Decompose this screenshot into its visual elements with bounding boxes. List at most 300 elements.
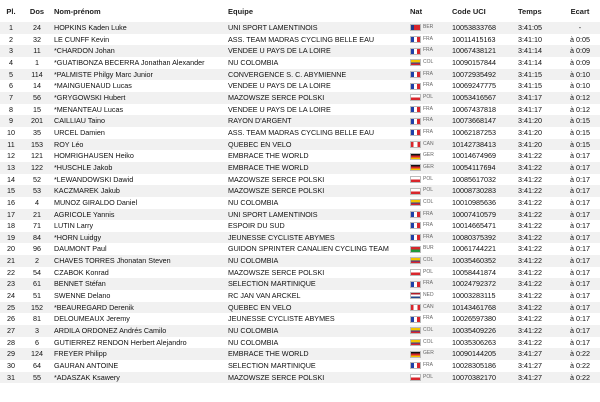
- cell-gap: à 0:17: [570, 162, 590, 172]
- cell-time: 3:41:17: [518, 104, 542, 114]
- cell-nationality: [410, 80, 448, 92]
- cell-rider-name: DELOUMEAUX Jeremy: [54, 314, 130, 324]
- table-row[interactable]: [0, 34, 600, 46]
- cell-bib: 14: [33, 81, 41, 91]
- cell-gap: à 0:17: [570, 244, 590, 254]
- cell-place: 27: [7, 326, 15, 336]
- cell-bib: 51: [33, 291, 41, 301]
- cell-time: 3:41:05: [518, 23, 542, 32]
- flag-icon: [410, 327, 421, 334]
- cell-uci-code: 10058441874: [452, 267, 496, 277]
- cell-rider-name: *ADASZAK Ksawery: [54, 372, 120, 382]
- flag-icon: [410, 362, 421, 369]
- cell-rider-name: GUTIERREZ RENDON Herbert Alejandro: [54, 337, 187, 347]
- cell-bib: 52: [33, 174, 41, 184]
- nation-code: FRA: [423, 35, 433, 42]
- cell-bib: 35: [33, 127, 41, 137]
- col-header-name[interactable]: Nom-prénom: [54, 6, 101, 16]
- cell-team: VENDEE U PAYS DE LA LOIRE: [228, 104, 331, 114]
- cell-nationality: [410, 337, 448, 349]
- cell-bib: 4: [35, 197, 39, 207]
- table-row[interactable]: [0, 209, 600, 221]
- nation-code: CAN: [423, 140, 434, 147]
- flag-icon: [410, 83, 421, 90]
- cell-nationality: [410, 267, 448, 279]
- cell-gap: à 0:09: [570, 57, 590, 67]
- cell-rider-name: CAILLIAU Taino: [54, 116, 106, 126]
- cell-uci-code: 10142738413: [452, 139, 496, 149]
- col-header-team[interactable]: Equipe: [228, 6, 254, 16]
- cell-rider-name: *PALMISTE Philgy Marc Junior: [54, 69, 153, 79]
- cell-gap: à 0:10: [570, 81, 590, 91]
- cell-time: 3:41:22: [518, 186, 542, 196]
- cell-uci-code: 10070382170: [452, 372, 496, 382]
- cell-nationality: [410, 313, 448, 325]
- cell-gap: -: [578, 23, 582, 32]
- cell-uci-code: 10069247775: [452, 81, 496, 91]
- cell-place: 9: [9, 116, 13, 126]
- flag-icon: [410, 71, 421, 78]
- cell-team: CONVERGENCE S. C. ABYMIENNE: [228, 69, 347, 79]
- cell-team: NU COLOMBIA: [228, 197, 279, 207]
- cell-team: EMBRACE THE WORLD: [228, 349, 309, 359]
- cell-bib: 71: [33, 221, 41, 231]
- table-row[interactable]: [0, 232, 600, 244]
- cell-rider-name: FREYER Philipp: [54, 349, 107, 359]
- cell-gap: à 0:22: [570, 372, 590, 382]
- cell-nationality: [410, 104, 448, 116]
- cell-rider-name: CZABOK Konrad: [54, 267, 109, 277]
- cell-gap: à 0:15: [570, 127, 590, 137]
- cell-place: 2: [9, 34, 13, 44]
- cell-nationality: [410, 45, 448, 57]
- table-row[interactable]: [0, 162, 600, 174]
- nation-code: GER: [423, 163, 434, 170]
- cell-time: 3:41:22: [518, 244, 542, 254]
- cell-team: MAZOWSZE SERCE POLSKI: [228, 92, 325, 102]
- col-header-time[interactable]: Temps: [518, 6, 542, 16]
- table-row[interactable]: [0, 290, 600, 302]
- cell-bib: 11: [33, 46, 41, 56]
- cell-time: 3:41:22: [518, 174, 542, 184]
- cell-nationality: [410, 127, 448, 139]
- nation-code: BER: [423, 24, 434, 30]
- table-row[interactable]: [0, 104, 600, 116]
- table-row[interactable]: [0, 174, 600, 186]
- cell-gap: à 0:17: [570, 221, 590, 231]
- nation-code: GER: [423, 350, 434, 357]
- cell-rider-name: *GRYGOWSKI Hubert: [54, 92, 126, 102]
- cell-time: 3:41:17: [518, 92, 542, 102]
- cell-nationality: [410, 174, 448, 186]
- cell-time: 3:41:22: [518, 302, 542, 312]
- cell-bib: 56: [33, 92, 41, 102]
- cell-bib: 61: [33, 279, 41, 289]
- table-row[interactable]: [0, 243, 600, 255]
- cell-bib: 121: [31, 151, 43, 161]
- cell-uci-code: 10054117694: [452, 162, 496, 172]
- cell-team: VENDEE U PAYS DE LA LOIRE: [228, 46, 331, 56]
- cell-time: 3:41:10: [518, 34, 542, 44]
- cell-place: 17: [7, 209, 15, 219]
- cell-nationality: [410, 92, 448, 104]
- flag-icon: [410, 257, 421, 264]
- cell-rider-name: *HORN Luidgy: [54, 232, 102, 242]
- cell-bib: 6: [35, 337, 39, 347]
- flag-icon: [410, 234, 421, 241]
- cell-gap: à 0:17: [570, 314, 590, 324]
- cell-gap: à 0:17: [570, 291, 590, 301]
- cell-gap: à 0:05: [570, 34, 590, 44]
- cell-gap: à 0:17: [570, 267, 590, 277]
- cell-bib: 32: [33, 34, 41, 44]
- flag-icon: [410, 222, 421, 229]
- cell-uci-code: 10010985636: [452, 197, 496, 207]
- nation-code: COL: [423, 327, 434, 334]
- cell-team: NU COLOMBIA: [228, 326, 279, 336]
- results-body: [0, 22, 600, 383]
- cell-rider-name: *MAINGUENAUD Lucas: [54, 81, 132, 91]
- cell-team: ASS. TEAM MADRAS CYCLING BELLE EAU: [228, 127, 375, 137]
- nation-code: FRA: [423, 280, 433, 287]
- cell-place: 20: [7, 244, 15, 254]
- cell-nationality: [410, 57, 448, 69]
- table-row[interactable]: [0, 337, 600, 349]
- table-row[interactable]: [0, 80, 600, 92]
- cell-bib: 152: [31, 302, 43, 312]
- cell-rider-name: HOMRIGHAUSEN Heiko: [54, 151, 134, 161]
- cell-place: 1: [9, 23, 13, 32]
- cell-bib: 64: [33, 361, 41, 371]
- cell-place: 15: [7, 186, 15, 196]
- flag-icon: [410, 164, 421, 171]
- cell-nationality: [410, 69, 448, 81]
- cell-place: 18: [7, 221, 15, 231]
- table-header-row: [0, 0, 600, 22]
- cell-place: 24: [7, 291, 15, 301]
- cell-time: 3:41:15: [518, 69, 542, 79]
- cell-place: 19: [7, 232, 15, 242]
- flag-icon: [410, 211, 421, 218]
- cell-rider-name: ROY Léo: [54, 139, 84, 149]
- cell-team: QUEBEC EN VELO: [228, 139, 292, 149]
- cell-place: 11: [7, 139, 15, 149]
- cell-place: 25: [7, 302, 15, 312]
- cell-nationality: [410, 348, 448, 360]
- cell-uci-code: 10011415163: [452, 34, 496, 44]
- cell-place: 6: [9, 81, 13, 91]
- cell-uci-code: 10072935492: [452, 69, 496, 79]
- cell-rider-name: SWENNE Delano: [54, 291, 111, 301]
- cell-gap: à 0:17: [570, 337, 590, 347]
- cell-team: GUIDON SPRINTER CANALIEN CYCLING TEAM: [228, 244, 389, 254]
- cell-uci-code: 10067438121: [452, 46, 496, 56]
- nation-code: COL: [423, 257, 434, 264]
- cell-nationality: [410, 278, 448, 290]
- cell-time: 3:41:22: [518, 256, 542, 266]
- nation-code: POL: [423, 93, 434, 100]
- nation-code: POL: [423, 187, 434, 194]
- nation-code: CAN: [423, 303, 434, 310]
- cell-bib: 55: [33, 372, 41, 382]
- nation-code: POL: [423, 268, 434, 275]
- cell-team: RAYON D'ARGENT: [228, 116, 292, 126]
- cell-rider-name: HOPKINS Kaden Luke: [54, 23, 127, 32]
- cell-uci-code: 10014674969: [452, 151, 496, 161]
- cell-gap: à 0:17: [570, 256, 590, 266]
- cell-uci-code: 10008730283: [452, 186, 496, 196]
- cell-time: 3:41:14: [518, 46, 542, 56]
- cell-uci-code: 10090144205: [452, 349, 496, 359]
- cell-bib: 96: [33, 244, 41, 254]
- nation-code: FRA: [423, 47, 433, 54]
- cell-team: ASS. TEAM MADRAS CYCLING BELLE EAU: [228, 34, 375, 44]
- cell-gap: à 0:22: [570, 361, 590, 371]
- flag-icon: [410, 141, 421, 148]
- nation-code: FRA: [423, 82, 433, 89]
- cell-place: 13: [7, 162, 15, 172]
- cell-place: 23: [7, 279, 15, 289]
- table-row[interactable]: [0, 69, 600, 81]
- cell-team: EMBRACE THE WORLD: [228, 162, 309, 172]
- flag-icon: [410, 269, 421, 276]
- flag-icon: [410, 36, 421, 43]
- flag-icon: [410, 176, 421, 183]
- table-row[interactable]: [0, 255, 600, 267]
- flag-icon: [410, 281, 421, 288]
- cell-rider-name: URCEL Damien: [54, 127, 105, 137]
- cell-team: RC JAN VAN ARCKEL: [228, 291, 301, 301]
- cell-gap: à 0:17: [570, 326, 590, 336]
- cell-rider-name: AGRICOLE Yannis: [54, 209, 115, 219]
- cell-gap: à 0:17: [570, 186, 590, 196]
- cell-bib: 84: [33, 232, 41, 242]
- nation-code: POL: [423, 175, 434, 182]
- cell-place: 16: [7, 197, 15, 207]
- cell-gap: à 0:12: [570, 104, 590, 114]
- cell-rider-name: CHAVES TORRES Jhonatan Steven: [54, 256, 171, 266]
- cell-time: 3:41:22: [518, 162, 542, 172]
- cell-time: 3:41:22: [518, 197, 542, 207]
- cell-time: 3:41:22: [518, 151, 542, 161]
- nation-code: FRA: [423, 70, 433, 77]
- table-row[interactable]: [0, 220, 600, 232]
- cell-nationality: [410, 22, 448, 34]
- cell-nationality: [410, 34, 448, 46]
- cell-place: 5: [9, 69, 13, 79]
- flag-icon: [410, 292, 421, 299]
- nation-code: FRA: [423, 315, 433, 322]
- cell-uci-code: 10007410579: [452, 209, 496, 219]
- nation-code: FRA: [423, 222, 433, 229]
- flag-icon: [410, 199, 421, 206]
- cell-bib: 24: [33, 23, 41, 32]
- table-row[interactable]: [0, 139, 600, 151]
- flag-icon: [410, 351, 421, 358]
- cell-rider-name: *BEAUREGARD Derenik: [54, 302, 134, 312]
- table-row[interactable]: [0, 348, 600, 360]
- cell-place: 12: [7, 151, 15, 161]
- cell-place: 14: [7, 174, 15, 184]
- cell-bib: 15: [33, 104, 41, 114]
- cell-uci-code: 10035409226: [452, 326, 496, 336]
- nation-code: COL: [423, 198, 434, 205]
- col-header-nat[interactable]: Nat: [410, 6, 423, 16]
- cell-bib: 81: [33, 314, 41, 324]
- cell-time: 3:41:22: [518, 314, 542, 324]
- cell-rider-name: DAUMONT Paul: [54, 244, 107, 254]
- table-row[interactable]: [0, 197, 600, 209]
- cell-uci-code: 10035306263: [452, 337, 496, 347]
- cell-rider-name: LE CUNFF Kevin: [54, 34, 110, 44]
- cell-nationality: [410, 197, 448, 209]
- cell-uci-code: 10053416567: [452, 92, 496, 102]
- cell-place: 3: [9, 46, 13, 56]
- cell-team: NU COLOMBIA: [228, 57, 279, 67]
- flag-icon: [410, 59, 421, 66]
- cell-nationality: [410, 139, 448, 151]
- cell-team: EMBRACE THE WORLD: [228, 151, 309, 161]
- col-header-uci[interactable]: Code UCI: [452, 6, 486, 16]
- cell-time: 3:41:22: [518, 291, 542, 301]
- cell-rider-name: MUNOZ GIRALDO Daniel: [54, 197, 138, 207]
- cell-gap: à 0:12: [570, 92, 590, 102]
- cell-bib: 122: [31, 162, 43, 172]
- cell-bib: 1: [35, 57, 39, 67]
- cell-rider-name: *CHARDON Johan: [54, 46, 115, 56]
- cell-nationality: [410, 162, 448, 174]
- cell-gap: à 0:22: [570, 349, 590, 359]
- table-row[interactable]: [0, 22, 600, 34]
- cell-team: SELECTION MARTINIQUE: [228, 361, 316, 371]
- cell-nationality: [410, 150, 448, 162]
- table-row[interactable]: [0, 267, 600, 279]
- table-row[interactable]: [0, 115, 600, 127]
- table-row[interactable]: [0, 302, 600, 314]
- cell-place: 21: [7, 256, 15, 266]
- nation-code: GER: [423, 152, 434, 159]
- cell-rider-name: *MENANTEAU Lucas: [54, 104, 124, 114]
- cell-place: 30: [7, 361, 15, 371]
- col-header-pl[interactable]: Pl.: [6, 6, 16, 16]
- cell-nationality: [410, 255, 448, 267]
- cell-team: UNI SPORT LAMENTINOIS: [228, 23, 318, 32]
- nation-code: POL: [423, 373, 434, 380]
- cell-bib: 54: [33, 267, 41, 277]
- cell-uci-code: 10035460352: [452, 256, 496, 266]
- cell-team: NU COLOMBIA: [228, 256, 279, 266]
- cell-team: MAZOWSZE SERCE POLSKI: [228, 372, 325, 382]
- cell-bib: 124: [31, 349, 43, 359]
- cell-rider-name: *GUATIBONZA BECERRA Jonathan Alexander: [54, 57, 205, 67]
- cell-nationality: [410, 185, 448, 197]
- cell-team: UNI SPORT LAMENTINOIS: [228, 209, 318, 219]
- cell-bib: 53: [33, 186, 41, 196]
- nation-code: FRA: [423, 117, 433, 124]
- table-row[interactable]: [0, 92, 600, 104]
- cell-uci-code: 10062187253: [452, 127, 496, 137]
- cell-nationality: [410, 302, 448, 314]
- table-row[interactable]: [0, 313, 600, 325]
- cell-time: 3:41:22: [518, 232, 542, 242]
- cell-gap: à 0:15: [570, 116, 590, 126]
- table-row[interactable]: [0, 57, 600, 69]
- table-row[interactable]: [0, 127, 600, 139]
- nation-code: FRA: [423, 128, 433, 135]
- cell-place: 29: [7, 349, 15, 359]
- cell-gap: à 0:17: [570, 209, 590, 219]
- cell-uci-code: 10014665471: [452, 221, 496, 231]
- cell-time: 3:41:15: [518, 81, 542, 91]
- cell-bib: 2: [35, 256, 39, 266]
- cell-nationality: [410, 220, 448, 232]
- cell-uci-code: 10080375392: [452, 232, 496, 242]
- table-row[interactable]: [0, 45, 600, 57]
- flag-icon: [410, 129, 421, 136]
- cell-uci-code: 10003283115: [452, 291, 496, 301]
- flag-icon: [410, 304, 421, 311]
- cell-team: QUEBEC EN VELO: [228, 302, 292, 312]
- nation-code: NED: [423, 292, 434, 299]
- table-row[interactable]: [0, 150, 600, 162]
- cell-bib: 3: [35, 326, 39, 336]
- cell-rider-name: BENNET Stéfan: [54, 279, 106, 289]
- cell-time: 3:41:22: [518, 337, 542, 347]
- cell-nationality: [410, 325, 448, 337]
- cell-team: MAZOWSZE SERCE POLSKI: [228, 267, 325, 277]
- cell-place: 8: [9, 104, 13, 114]
- cell-team: JEUNESSE CYCLISTE ABYMES: [228, 232, 335, 242]
- flag-icon: [410, 94, 421, 101]
- nation-code: COL: [423, 58, 434, 65]
- table-row[interactable]: [0, 278, 600, 290]
- cell-rider-name: *LEWANDOWSKI Dawid: [54, 174, 134, 184]
- cell-place: 10: [7, 127, 15, 137]
- cell-team: NU COLOMBIA: [228, 337, 279, 347]
- cell-gap: à 0:10: [570, 69, 590, 79]
- table-row[interactable]: [0, 185, 600, 197]
- cell-nationality: [410, 290, 448, 302]
- flag-icon: [410, 316, 421, 323]
- nation-code: FRA: [423, 233, 433, 240]
- cell-uci-code: 10026597380: [452, 314, 496, 324]
- col-header-gap[interactable]: Ecart: [570, 6, 590, 16]
- cell-team: ESPOIR DU SUD: [228, 221, 285, 231]
- cell-time: 3:41:22: [518, 267, 542, 277]
- cell-uci-code: 10085617032: [452, 174, 496, 184]
- flag-icon: [410, 24, 421, 31]
- table-row[interactable]: [0, 325, 600, 337]
- flag-icon: [410, 118, 421, 125]
- cell-gap: à 0:17: [570, 302, 590, 312]
- flag-icon: [410, 339, 421, 346]
- col-header-dos[interactable]: Dos: [29, 6, 45, 16]
- cell-uci-code: 10067437818: [452, 104, 496, 114]
- table-row[interactable]: [0, 360, 600, 372]
- flag-icon: [410, 246, 421, 253]
- cell-rider-name: KACZMAREK Jakub: [54, 186, 120, 196]
- cell-rider-name: ARDILA ORDONEZ Andrés Camilo: [54, 326, 167, 336]
- cell-gap: à 0:17: [570, 279, 590, 289]
- cell-nationality: [410, 115, 448, 127]
- cell-time: 3:41:20: [518, 127, 542, 137]
- cell-bib: 21: [33, 209, 41, 219]
- table-row[interactable]: [0, 372, 600, 384]
- cell-team: JEUNESSE CYCLISTE ABYMES: [228, 314, 335, 324]
- nation-code: COL: [423, 338, 434, 345]
- cell-place: 22: [7, 267, 15, 277]
- cell-gap: à 0:17: [570, 151, 590, 161]
